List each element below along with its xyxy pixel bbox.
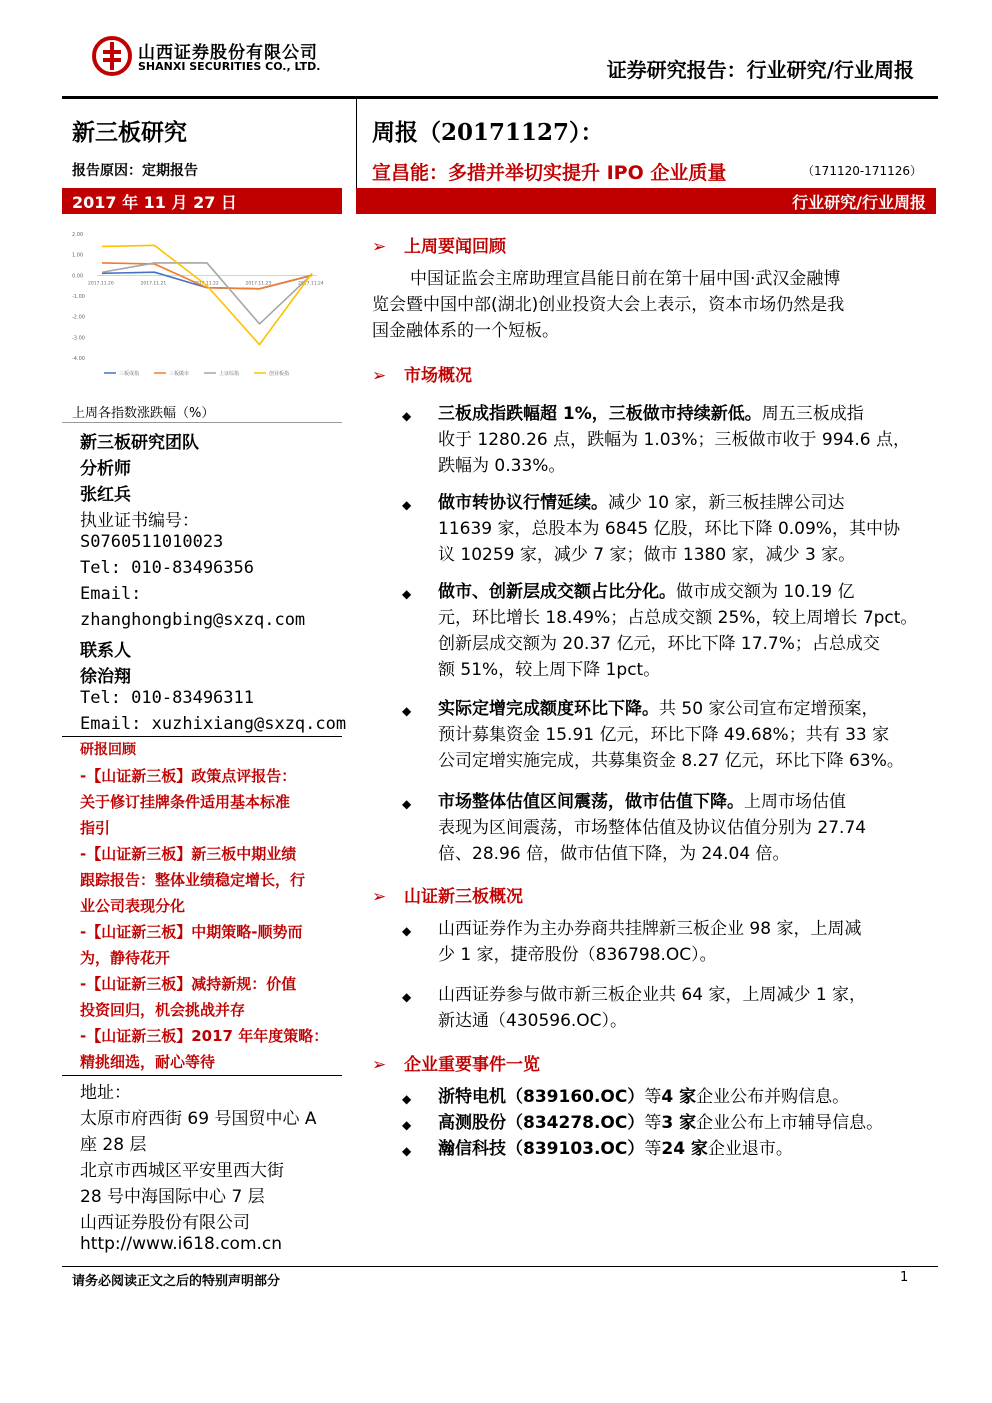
legend-label: 上证综指 [219,371,240,377]
bullet-icon: ◆ [402,1092,412,1106]
address-line: 北京市西城区平安里西大街 [80,1161,284,1181]
review-item[interactable]: -【山证新三板】新三板中期业绩 [80,845,297,863]
y-tick-label: -1.00 [72,294,85,300]
contact-email[interactable]: Email: xuzhixiang@sxzq.com [80,714,347,734]
bullet-icon: ◆ [402,1118,412,1132]
analyst-label: 分析师 [80,459,131,479]
footer-disclaimer: 请务必阅读正文之后的特别声明部分 [72,1274,281,1289]
section-heading-events: ➢ 企业重要事件一览 [372,1055,540,1075]
x-tick-label: 2017.11.23 [245,281,272,287]
bullet-icon: ◆ [402,1144,412,1158]
x-tick-label: 2017.11.22 [193,281,219,287]
market-bullet-line: 公司定增实施完成，共募集资金 8.27 亿元，环比下降 63%。 [438,751,904,771]
market-bullet-line: 市场整体估值区间震荡，做市估值下降。上周市场估值 [438,792,846,812]
analyst-email[interactable]: zhanghongbing@sxzq.com [80,610,306,630]
address-line: 28 号中海国际中心 7 层 [80,1187,265,1207]
top-rule [62,96,938,99]
news-line: 国金融体系的一个短板。 [372,321,559,341]
company-logo-icon [92,36,132,76]
cert-number: S0760511010023 [80,532,224,552]
contact-name: 徐治翔 [80,667,131,687]
event-line: 浙特电机（839160.OC）等4 家企业公布并购信息。 [438,1087,850,1107]
website-link[interactable]: http://www.i618.com.cn [80,1234,283,1254]
separator [62,1075,342,1076]
y-tick-label: 1.00 [72,252,84,259]
review-item[interactable]: -【山证新三板】中期策略-顺势而 [80,923,303,941]
section-heading-market: ➢ 市场概况 [372,366,472,386]
separator [62,736,342,737]
news-line: 览会暨中国中部(湖北)创业投资大会上表示，资本市场仍然是我 [372,295,845,315]
event-line: 高测股份（834278.OC）等3 家企业公布上市辅导信息。 [438,1113,884,1133]
review-item[interactable]: 跟踪报告：整体业绩稳定增长，行 [80,871,306,889]
market-bullet-line: 元，环比增长 18.49%；占总成交额 25%，较上周增长 7pct。 [438,608,918,628]
review-item[interactable]: 为，静待花开 [80,949,171,967]
page-number: 1 [900,1270,909,1285]
review-item[interactable]: 指引 [80,819,111,837]
market-bullet-line: 11639 家，总股本为 6845 亿股，环比下降 0.09%，其中协 [438,519,900,539]
bullet-icon: ◆ [402,924,412,938]
y-tick-label: -4.00 [72,356,85,362]
market-bullet-line: 额 51%，较上周下降 1pct。 [438,660,661,680]
market-bullet-line: 实际定增完成额度环比下降。共 50 家公司宣布定增预案， [438,699,879,719]
x-tick-label: 2017.11.21 [140,281,167,287]
arrow-icon: ➢ [372,366,387,386]
y-tick-label: 2.00 [72,232,84,238]
y-tick-label: 0.00 [72,273,84,280]
cert-label: 执业证书编号： [80,511,199,531]
arrow-icon: ➢ [372,1055,387,1075]
market-bullet-line: 做市、创新层成交额占比分化。做市成交额为 10.19 亿 [438,582,855,602]
review-item[interactable]: 关于修订挂牌条件适用基本标准 [80,793,291,811]
event-line: 瀚信科技（839103.OC）等24 家企业退市。 [438,1139,793,1159]
y-tick-label: -3.00 [72,335,85,342]
review-item[interactable]: 业公司表现分化 [80,897,186,915]
section-heading-news: ➢ 上周要闻回顾 [372,237,506,257]
report-date: 2017 年 11 月 27 日 [62,188,342,214]
arrow-icon: ➢ [372,237,387,257]
legend-label: 三板成指 [119,371,140,377]
report-reason: 报告原因：定期报告 [72,163,198,179]
bullet-icon: ◆ [402,587,412,601]
chart-caption: 上周各指数涨跌幅（%） [72,406,215,421]
market-bullet-line: 收于 1280.26 点，跌幅为 1.03%；三板做市收于 994.6 点， [438,430,910,450]
legend-label: 创业板指 [269,371,290,377]
headline: 宣昌能：多措并举切实提升 IPO 企业质量 [372,162,727,184]
report-type: 证券研究报告：行业研究/行业周报 [606,58,914,82]
shanxi-line: 山西证券作为主办券商共挂牌新三板企业 98 家，上周减 [438,919,862,939]
arrow-icon: ➢ [372,887,387,907]
analyst-name: 张红兵 [80,485,131,505]
review-heading: 研报回顾 [80,742,136,758]
team-name: 新三板研究团队 [80,433,199,453]
section-title: 新三板研究 [72,119,187,146]
y-tick-label: -2.00 [72,314,85,321]
section-heading-shanxi: ➢ 山证新三板概况 [372,887,523,907]
bullet-icon: ◆ [402,990,412,1004]
legend-label: 三板做市 [169,371,190,377]
bullet-icon: ◆ [402,704,412,718]
address-line: 座 28 层 [80,1135,147,1155]
analyst-tel: Tel: 010-83496356 [80,558,254,578]
address-line: 地址： [80,1083,131,1103]
contact-label: 联系人 [80,641,131,661]
bullet-icon: ◆ [402,797,412,811]
shanxi-line: 山西证券参与做市新三板企业共 64 家，上周减少 1 家， [438,985,867,1005]
market-bullet-line: 议 10259 家，减少 7 家；做市 1380 家，减少 3 家。 [438,545,856,565]
market-bullet-line: 三板成指跌幅超 1%，三板做市持续新低。周五三板成指 [438,404,864,424]
bullet-icon: ◆ [402,498,412,512]
address-line: 山西证券股份有限公司 [80,1213,250,1233]
shanxi-line: 少 1 家，捷帝股份（836798.OC）。 [438,945,717,965]
review-item[interactable]: 精挑细选，耐心等待 [80,1053,216,1071]
category-bar: 行业研究/行业周报 [356,188,936,214]
review-item[interactable]: -【山证新三板】减持新规：价值 [80,975,297,993]
market-bullet-line: 创新层成交额为 20.37 亿元，环比下降 17.7%；占总成交 [438,634,880,654]
address-line: 太原市府西街 69 号国贸中心 A [80,1109,317,1129]
review-item[interactable]: 投资回归，机会挑战并存 [80,1001,246,1019]
market-bullet-line: 跌幅为 0.33%。 [438,456,566,476]
series-line [102,245,312,344]
company-name-cn: 山西证券股份有限公司 [138,43,318,63]
weekly-title: 周报（20171127）： [372,119,604,146]
news-line: 中国证监会主席助理宣昌能日前在第十届中国·武汉金融博 [410,269,841,289]
market-bullet-line: 倍、28.96 倍，做市估值下降，为 24.04 倍。 [438,844,790,864]
email-label: Email: [80,584,142,604]
shanxi-line: 新达通（430596.OC）。 [438,1011,628,1031]
market-bullet-line: 预计募集资金 15.91 亿元，环比下降 49.68%；共有 33 家 [438,725,890,745]
review-item[interactable]: -【山证新三板】政策点评报告： [80,767,297,785]
contact-tel: Tel: 010-83496311 [80,688,254,708]
date-range: （171120-171126） [802,164,922,178]
market-bullet-line: 做市转协议行情延续。减少 10 家，新三板挂牌公司达 [438,493,845,513]
bottom-rule [62,1266,938,1267]
x-tick-label: 2017.11.24 [298,281,324,287]
caption-rule [62,422,342,423]
company-name-en: SHANXI SECURITIES CO., LTD. [138,60,321,73]
x-tick-label: 2017.11.20 [88,281,114,287]
market-bullet-line: 表现为区间震荡，市场整体估值及协议估值分别为 27.74 [438,818,867,838]
bullet-icon: ◆ [402,409,412,423]
index-change-chart [62,220,342,390]
review-item[interactable]: -【山证新三板】2017 年年度策略： [80,1027,329,1045]
